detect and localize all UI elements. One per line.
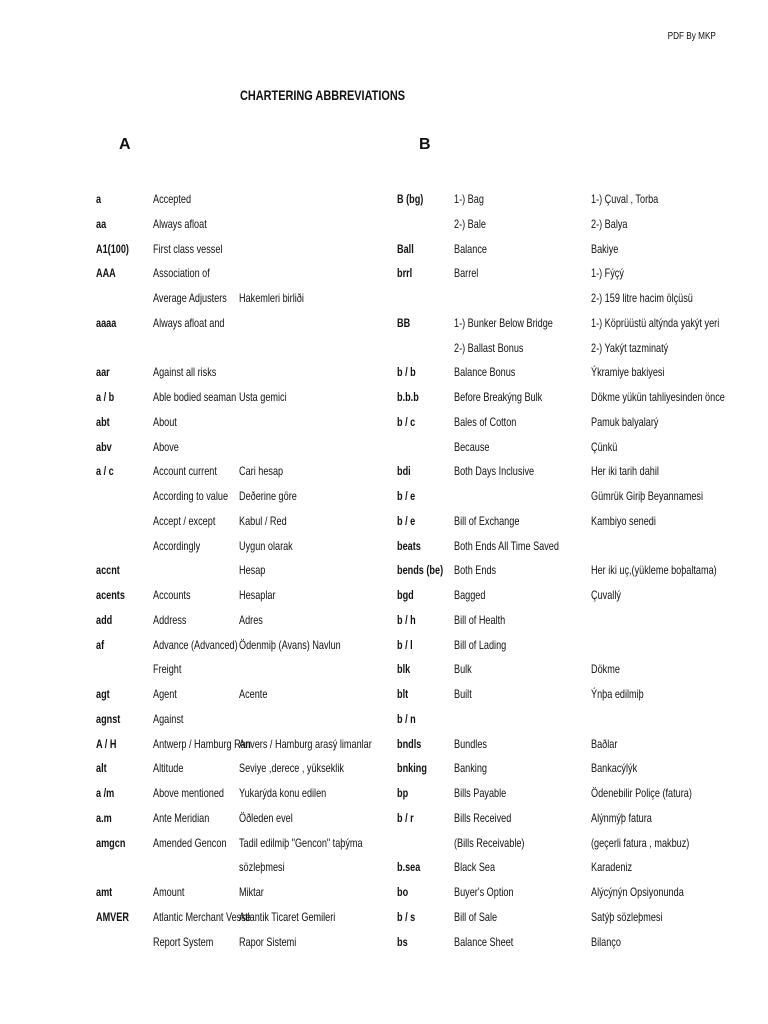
abbrev-a: aaaa <box>96 315 117 330</box>
meaning-b: Because <box>454 439 490 454</box>
abbrev-a: abv <box>96 439 112 454</box>
section-a-heading: A <box>119 136 131 153</box>
meaning-b: 1-) Bunker Below Bridge <box>454 315 553 330</box>
turkish-a: Hesaplar <box>239 588 276 602</box>
turkish-a: Uygun olarak <box>239 538 293 553</box>
meaning-b: 1-) Bag <box>454 192 484 206</box>
meaning-a: Amount <box>153 885 185 899</box>
meaning-b: Barrel <box>454 266 479 281</box>
meaning-b: Both Ends All Time Saved <box>454 538 559 553</box>
abbrev-b: blk <box>397 662 411 677</box>
table-row <box>0 733 768 758</box>
turkish-b: 2-) 159 litre hacim ölçüsü <box>591 291 693 305</box>
meaning-a: Above mentioned <box>153 786 224 800</box>
table-row <box>0 411 768 436</box>
abbrev-b: B (bg) <box>397 192 424 206</box>
abbrev-b: BB <box>397 315 411 330</box>
turkish-a: Atlantik Ticaret Gemileri <box>239 909 336 924</box>
turkish-a: Hesap <box>239 563 266 578</box>
turkish-b: Baðlar <box>591 736 618 751</box>
meaning-b: Bulk <box>454 662 472 677</box>
section-b-heading: B <box>419 136 431 153</box>
turkish-b: Her iki uç,(yükleme boþaltama) <box>591 563 717 578</box>
meaning-a: Accordingly <box>153 538 201 553</box>
meaning-b: 2-) Bale <box>454 216 486 231</box>
meaning-a: Freight <box>153 662 182 677</box>
meaning-b: Black Sea <box>454 860 496 875</box>
meaning-b: Bill of Exchange <box>454 513 520 528</box>
abbrev-a: A1(100) <box>96 241 129 256</box>
meaning-a: Report System <box>153 934 214 949</box>
meaning-b: Before Breakýng Bulk <box>454 390 543 404</box>
meaning-b: Bales of Cotton <box>454 414 517 429</box>
abbrev-a: a / c <box>96 464 114 479</box>
turkish-b: Gümrük Giriþ Beyannamesi <box>591 489 704 503</box>
abbrev-b: b / h <box>397 612 416 627</box>
turkish-a: Adres <box>239 612 263 627</box>
table-row <box>0 931 768 956</box>
abbrev-a: acents <box>96 588 125 602</box>
meaning-a: Accept / except <box>153 513 216 528</box>
abbreviation-table <box>0 188 768 955</box>
turkish-a: Acente <box>239 687 268 701</box>
turkish-b: Kambiyo senedi <box>591 513 656 528</box>
abbrev-b: bnking <box>397 761 427 776</box>
table-row <box>0 238 768 263</box>
abbrev-b: b / c <box>397 414 416 429</box>
turkish-a: Öðleden evel <box>239 810 293 825</box>
meaning-a: Always afloat <box>153 216 207 231</box>
table-row <box>0 287 768 312</box>
abbrev-b: blt <box>397 687 409 701</box>
turkish-b: 1-) Köprüüstü altýnda yakýt yeri <box>591 315 720 330</box>
table-row <box>0 683 768 708</box>
page-header-source: PDF By MKP <box>667 31 716 42</box>
meaning-a: Above <box>153 439 179 454</box>
abbrev-b: b / e <box>397 489 416 503</box>
turkish-b: Dökme yükün tahliyesinden önce <box>591 390 725 404</box>
abbrev-a: aar <box>96 365 110 380</box>
table-row <box>0 782 768 807</box>
abbrev-b: bgd <box>397 588 414 602</box>
abbrev-b: bndls <box>397 736 422 751</box>
turkish-a: Anvers / Hamburg arasý limanlar <box>239 736 372 751</box>
table-row <box>0 634 768 659</box>
meaning-a: Always afloat and <box>153 315 225 330</box>
meaning-b: Balance Sheet <box>454 934 514 949</box>
turkish-a: Deðerine göre <box>239 489 297 503</box>
turkish-b: Ödenebilir Poliçe (fatura) <box>591 786 692 800</box>
abbrev-a: amgcn <box>96 835 126 850</box>
turkish-a: Tadil edilmiþ "Gencon" taþýma <box>239 835 363 850</box>
table-row <box>0 881 768 906</box>
meaning-b: Bill of Health <box>454 612 506 627</box>
turkish-b: Bilanço <box>591 934 621 949</box>
abbrev-a: AAA <box>96 266 116 281</box>
abbrev-b: b.sea <box>397 860 421 875</box>
meaning-b: Both Ends <box>454 563 497 578</box>
abbrev-a: alt <box>96 761 107 776</box>
turkish-b: Satýþ sözleþmesi <box>591 909 663 924</box>
meaning-b: Banking <box>454 761 487 776</box>
table-row <box>0 832 768 857</box>
table-row <box>0 658 768 683</box>
turkish-a: Usta gemici <box>239 390 287 404</box>
meaning-a: Against <box>153 711 184 726</box>
turkish-b: Bankacýlýk <box>591 761 638 776</box>
meaning-a: Able bodied seaman <box>153 390 237 404</box>
meaning-b: Bill of Sale <box>454 909 498 924</box>
turkish-b: 1-) Fýçý <box>591 266 624 281</box>
table-row <box>0 708 768 733</box>
meaning-a: Altitude <box>153 761 184 776</box>
table-row <box>0 535 768 560</box>
meaning-a: Antwerp / Hamburg Ran <box>153 736 251 751</box>
abbrev-b: bdi <box>397 464 411 479</box>
abbrev-a: A / H <box>96 736 117 751</box>
meaning-b: (Bills Receivable) <box>454 835 525 850</box>
turkish-a: Ödenmiþ (Avans) Navlun <box>239 637 341 652</box>
meaning-a: Average Adjusters <box>153 291 227 305</box>
turkish-b: 2-) Yakýt tazminatý <box>591 340 669 355</box>
abbrev-a: aa <box>96 216 107 231</box>
meaning-b: Bill of Lading <box>454 637 507 652</box>
turkish-a: Cari hesap <box>239 464 284 479</box>
table-row <box>0 485 768 510</box>
abbrev-a: a <box>96 192 102 206</box>
meaning-a: Agent <box>153 687 177 701</box>
meaning-b: Bundles <box>454 736 487 751</box>
meaning-a: Accounts <box>153 588 191 602</box>
turkish-a: Kabul / Red <box>239 513 287 528</box>
meaning-b: Buyer's Option <box>454 885 514 899</box>
meaning-b: Balance Bonus <box>454 365 516 380</box>
table-row <box>0 312 768 337</box>
meaning-a: Address <box>153 612 187 627</box>
meaning-a: About <box>153 414 177 429</box>
turkish-b: 1-) Çuval , Torba <box>591 192 659 206</box>
turkish-b: Pamuk balyalarý <box>591 414 659 429</box>
turkish-a: Seviye ,derece , yükseklik <box>239 761 344 776</box>
table-row <box>0 584 768 609</box>
turkish-a: sözleþmesi <box>239 860 285 875</box>
abbrev-b: b / n <box>397 711 416 726</box>
meaning-b: Built <box>454 687 472 701</box>
table-row <box>0 609 768 634</box>
meaning-a: Ante Meridian <box>153 810 210 825</box>
abbrev-b: bo <box>397 885 409 899</box>
turkish-a: Hakemleri birliði <box>239 291 304 305</box>
table-row <box>0 856 768 881</box>
turkish-b: Çuvallý <box>591 588 621 602</box>
abbrev-b: Ball <box>397 241 414 256</box>
abbrev-b: b / e <box>397 513 416 528</box>
abbrev-b: b / r <box>397 810 414 825</box>
abbrev-b: b / l <box>397 637 413 652</box>
turkish-b: Ýnþa edilmiþ <box>591 687 644 701</box>
abbrev-b: b.b.b <box>397 390 419 404</box>
abbrev-a: amt <box>96 885 113 899</box>
turkish-b: Her iki tarih dahil <box>591 464 659 479</box>
page-title: CHARTERING ABBREVIATIONS <box>240 87 406 103</box>
table-row <box>0 262 768 287</box>
meaning-a: Against all risks <box>153 365 217 380</box>
turkish-b: 2-) Balya <box>591 216 628 231</box>
turkish-b: Ýkramiye bakiyesi <box>591 365 665 380</box>
meaning-a: Atlantic Merchant Vesse <box>153 909 251 924</box>
meaning-a: First class vessel <box>153 241 223 256</box>
meaning-a: Account current <box>153 464 217 479</box>
meaning-a: Amended Gencon <box>153 835 227 850</box>
abbrev-a: abt <box>96 414 110 429</box>
abbrev-b: brrl <box>397 266 413 281</box>
table-row <box>0 188 768 213</box>
meaning-b: Both Days Inclusive <box>454 464 535 479</box>
abbrev-b: beats <box>397 538 421 553</box>
table-row <box>0 906 768 931</box>
meaning-a: Association of <box>153 266 210 281</box>
abbrev-a: AMVER <box>96 909 129 924</box>
abbrev-b: bends (be) <box>397 563 444 578</box>
turkish-b: Dökme <box>591 662 620 677</box>
abbrev-a: a /m <box>96 786 115 800</box>
abbrev-a: a.m <box>96 810 112 825</box>
turkish-b: Karadeniz <box>591 860 633 875</box>
table-row <box>0 337 768 362</box>
meaning-b: Bills Received <box>454 810 512 825</box>
table-row <box>0 757 768 782</box>
abbrev-a: af <box>96 637 105 652</box>
meaning-b: Bills Payable <box>454 786 507 800</box>
meaning-a: According to value <box>153 489 229 503</box>
abbrev-a: add <box>96 612 113 627</box>
table-row <box>0 559 768 584</box>
meaning-b: 2-) Ballast Bonus <box>454 340 524 355</box>
meaning-a: Advance (Advanced) <box>153 637 238 652</box>
table-row <box>0 213 768 238</box>
abbrev-a: a / b <box>96 390 115 404</box>
table-row <box>0 386 768 411</box>
abbrev-b: bp <box>397 786 409 800</box>
table-row <box>0 361 768 386</box>
meaning-b: Balance <box>454 241 487 256</box>
table-row <box>0 460 768 485</box>
abbrev-a: agt <box>96 687 110 701</box>
turkish-a: Yukarýda konu edilen <box>239 786 327 800</box>
turkish-b: Alýnmýþ fatura <box>591 810 652 825</box>
turkish-b: (geçerli fatura , makbuz) <box>591 835 690 850</box>
meaning-b: Bagged <box>454 588 486 602</box>
turkish-a: Rapor Sistemi <box>239 934 297 949</box>
abbrev-b: b / b <box>397 365 416 380</box>
meaning-a: Accepted <box>153 192 192 206</box>
abbrev-a: agnst <box>96 711 121 726</box>
turkish-a: Miktar <box>239 885 264 899</box>
turkish-b: Alýcýnýn Opsiyonunda <box>591 885 684 899</box>
turkish-b: Çünkü <box>591 439 618 454</box>
table-row <box>0 510 768 535</box>
table-row <box>0 436 768 461</box>
abbrev-b: b / s <box>397 909 416 924</box>
abbrev-a: accnt <box>96 563 120 578</box>
abbrev-b: bs <box>397 934 408 949</box>
turkish-b: Bakiye <box>591 241 619 256</box>
table-row <box>0 807 768 832</box>
